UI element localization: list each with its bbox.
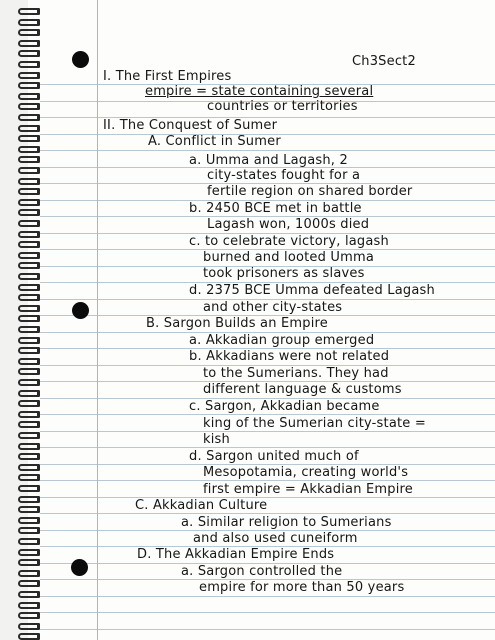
spiral-coil: [18, 315, 40, 322]
spiral-coil: [18, 390, 40, 397]
note-line: and other city-states: [203, 300, 343, 315]
spiral-coil: [18, 506, 40, 513]
spiral-coil: [18, 50, 40, 57]
spiral-coil: [18, 220, 40, 227]
ruled-line: [40, 629, 495, 630]
punch-hole-top: [72, 51, 89, 68]
spiral-coil: [18, 29, 40, 36]
spiral-coil: [18, 8, 40, 15]
note-line: a. Akkadian group emerged: [189, 333, 375, 348]
spiral-coil: [18, 400, 40, 407]
spiral-coil: [18, 93, 40, 100]
spiral-coil: [18, 485, 40, 492]
note-line: a. Umma and Lagash, 2: [189, 153, 348, 168]
spiral-coil: [18, 125, 40, 132]
spiral-coil: [18, 82, 40, 89]
note-line: king of the Sumerian city-state =: [203, 416, 426, 431]
note-line: I. The First Empires: [103, 69, 232, 84]
spiral-coil: [18, 432, 40, 439]
spiral-coil: [18, 188, 40, 195]
note-line: empire for more than 50 years: [199, 580, 405, 595]
spiral-coil: [18, 231, 40, 238]
spiral-coil: [18, 591, 40, 598]
spiral-coil: [18, 580, 40, 587]
note-line: d. Sargon united much of: [189, 449, 359, 464]
spiral-coil: [18, 19, 40, 26]
spiral-coil: [18, 443, 40, 450]
spiral-coil: [18, 527, 40, 534]
spiral-coil: [18, 252, 40, 259]
spiral-coil: [18, 623, 40, 630]
note-line: first empire = Akkadian Empire: [203, 482, 413, 497]
note-line: kish: [203, 432, 230, 447]
section-header: Ch3Sect2: [352, 54, 416, 69]
spiral-coil: [18, 326, 40, 333]
spiral-coil: [18, 549, 40, 556]
spiral-coil: [18, 421, 40, 428]
punch-hole-middle: [72, 302, 89, 319]
spiral-coil: [18, 337, 40, 344]
punch-hole-bottom: [71, 559, 88, 576]
note-line: b. Akkadians were not related: [189, 349, 390, 364]
spiral-coil: [18, 602, 40, 609]
spiral-coil: [18, 379, 40, 386]
note-line: Mesopotamia, creating world's: [203, 465, 409, 480]
ruled-line: [40, 447, 495, 448]
note-line: a. Sargon controlled the: [181, 564, 343, 579]
note-line: c. to celebrate victory, lagash: [189, 234, 389, 249]
spiral-coil: [18, 559, 40, 566]
spiral-coil: [18, 358, 40, 365]
spiral-coil: [18, 209, 40, 216]
spiral-coil: [18, 167, 40, 174]
spiral-coil: [18, 178, 40, 185]
spiral-coil: [18, 464, 40, 471]
spiral-coil: [18, 273, 40, 280]
ruled-line: [40, 596, 495, 597]
note-line: fertile region on shared border: [207, 184, 413, 199]
note-line: Lagash won, 1000s died: [207, 217, 370, 232]
note-line: empire = state containing several: [145, 84, 374, 99]
spiral-coil: [18, 538, 40, 545]
spiral-coil: [18, 294, 40, 301]
note-line: and also used cuneiform: [193, 531, 358, 546]
spiral-coil: [18, 633, 40, 640]
note-line: c. Sargon, Akkadian became: [189, 399, 380, 414]
spiral-coil: [18, 368, 40, 375]
spiral-coil: [18, 453, 40, 460]
spiral-coil: [18, 241, 40, 248]
note-line: b. 2450 BCE met in battle: [189, 201, 362, 216]
note-line: countries or territories: [207, 99, 358, 114]
ruled-line: [40, 612, 495, 613]
spiral-coil: [18, 411, 40, 418]
spiral-coil: [18, 496, 40, 503]
spiral-coil: [18, 347, 40, 354]
note-line: a. Similar religion to Sumerians: [181, 515, 392, 530]
spiral-coil: [18, 305, 40, 312]
note-line: city-states fought for a: [207, 168, 361, 183]
spiral-coil: [18, 517, 40, 524]
note-line: C. Akkadian Culture: [135, 498, 268, 513]
spiral-coil: [18, 114, 40, 121]
ruled-line: [40, 150, 495, 151]
spiral-coil: [18, 103, 40, 110]
spiral-coil: [18, 262, 40, 269]
note-line: different language & customs: [203, 382, 402, 397]
spiral-coil: [18, 570, 40, 577]
spiral-coil: [18, 284, 40, 291]
spiral-coil: [18, 474, 40, 481]
note-line: d. 2375 BCE Umma defeated Lagash: [189, 283, 435, 298]
note-line: burned and looted Umma: [203, 250, 375, 265]
note-line: A. Conflict in Sumer: [148, 134, 281, 149]
spiral-coil: [18, 146, 40, 153]
note-line: took prisoners as slaves: [203, 266, 365, 281]
spiral-coil: [18, 40, 40, 47]
note-line: II. The Conquest of Sumer: [103, 118, 278, 133]
note-line: B. Sargon Builds an Empire: [146, 316, 328, 331]
spiral-coil: [18, 135, 40, 142]
spiral-coil: [18, 72, 40, 79]
note-line: D. The Akkadian Empire Ends: [137, 547, 335, 562]
spiral-coil: [18, 199, 40, 206]
note-line: to the Sumerians. They had: [203, 366, 389, 381]
ruled-line: [40, 513, 495, 514]
spiral-coil: [18, 156, 40, 163]
spiral-coil: [18, 61, 40, 68]
spiral-coil: [18, 612, 40, 619]
margin-line: [97, 0, 98, 640]
